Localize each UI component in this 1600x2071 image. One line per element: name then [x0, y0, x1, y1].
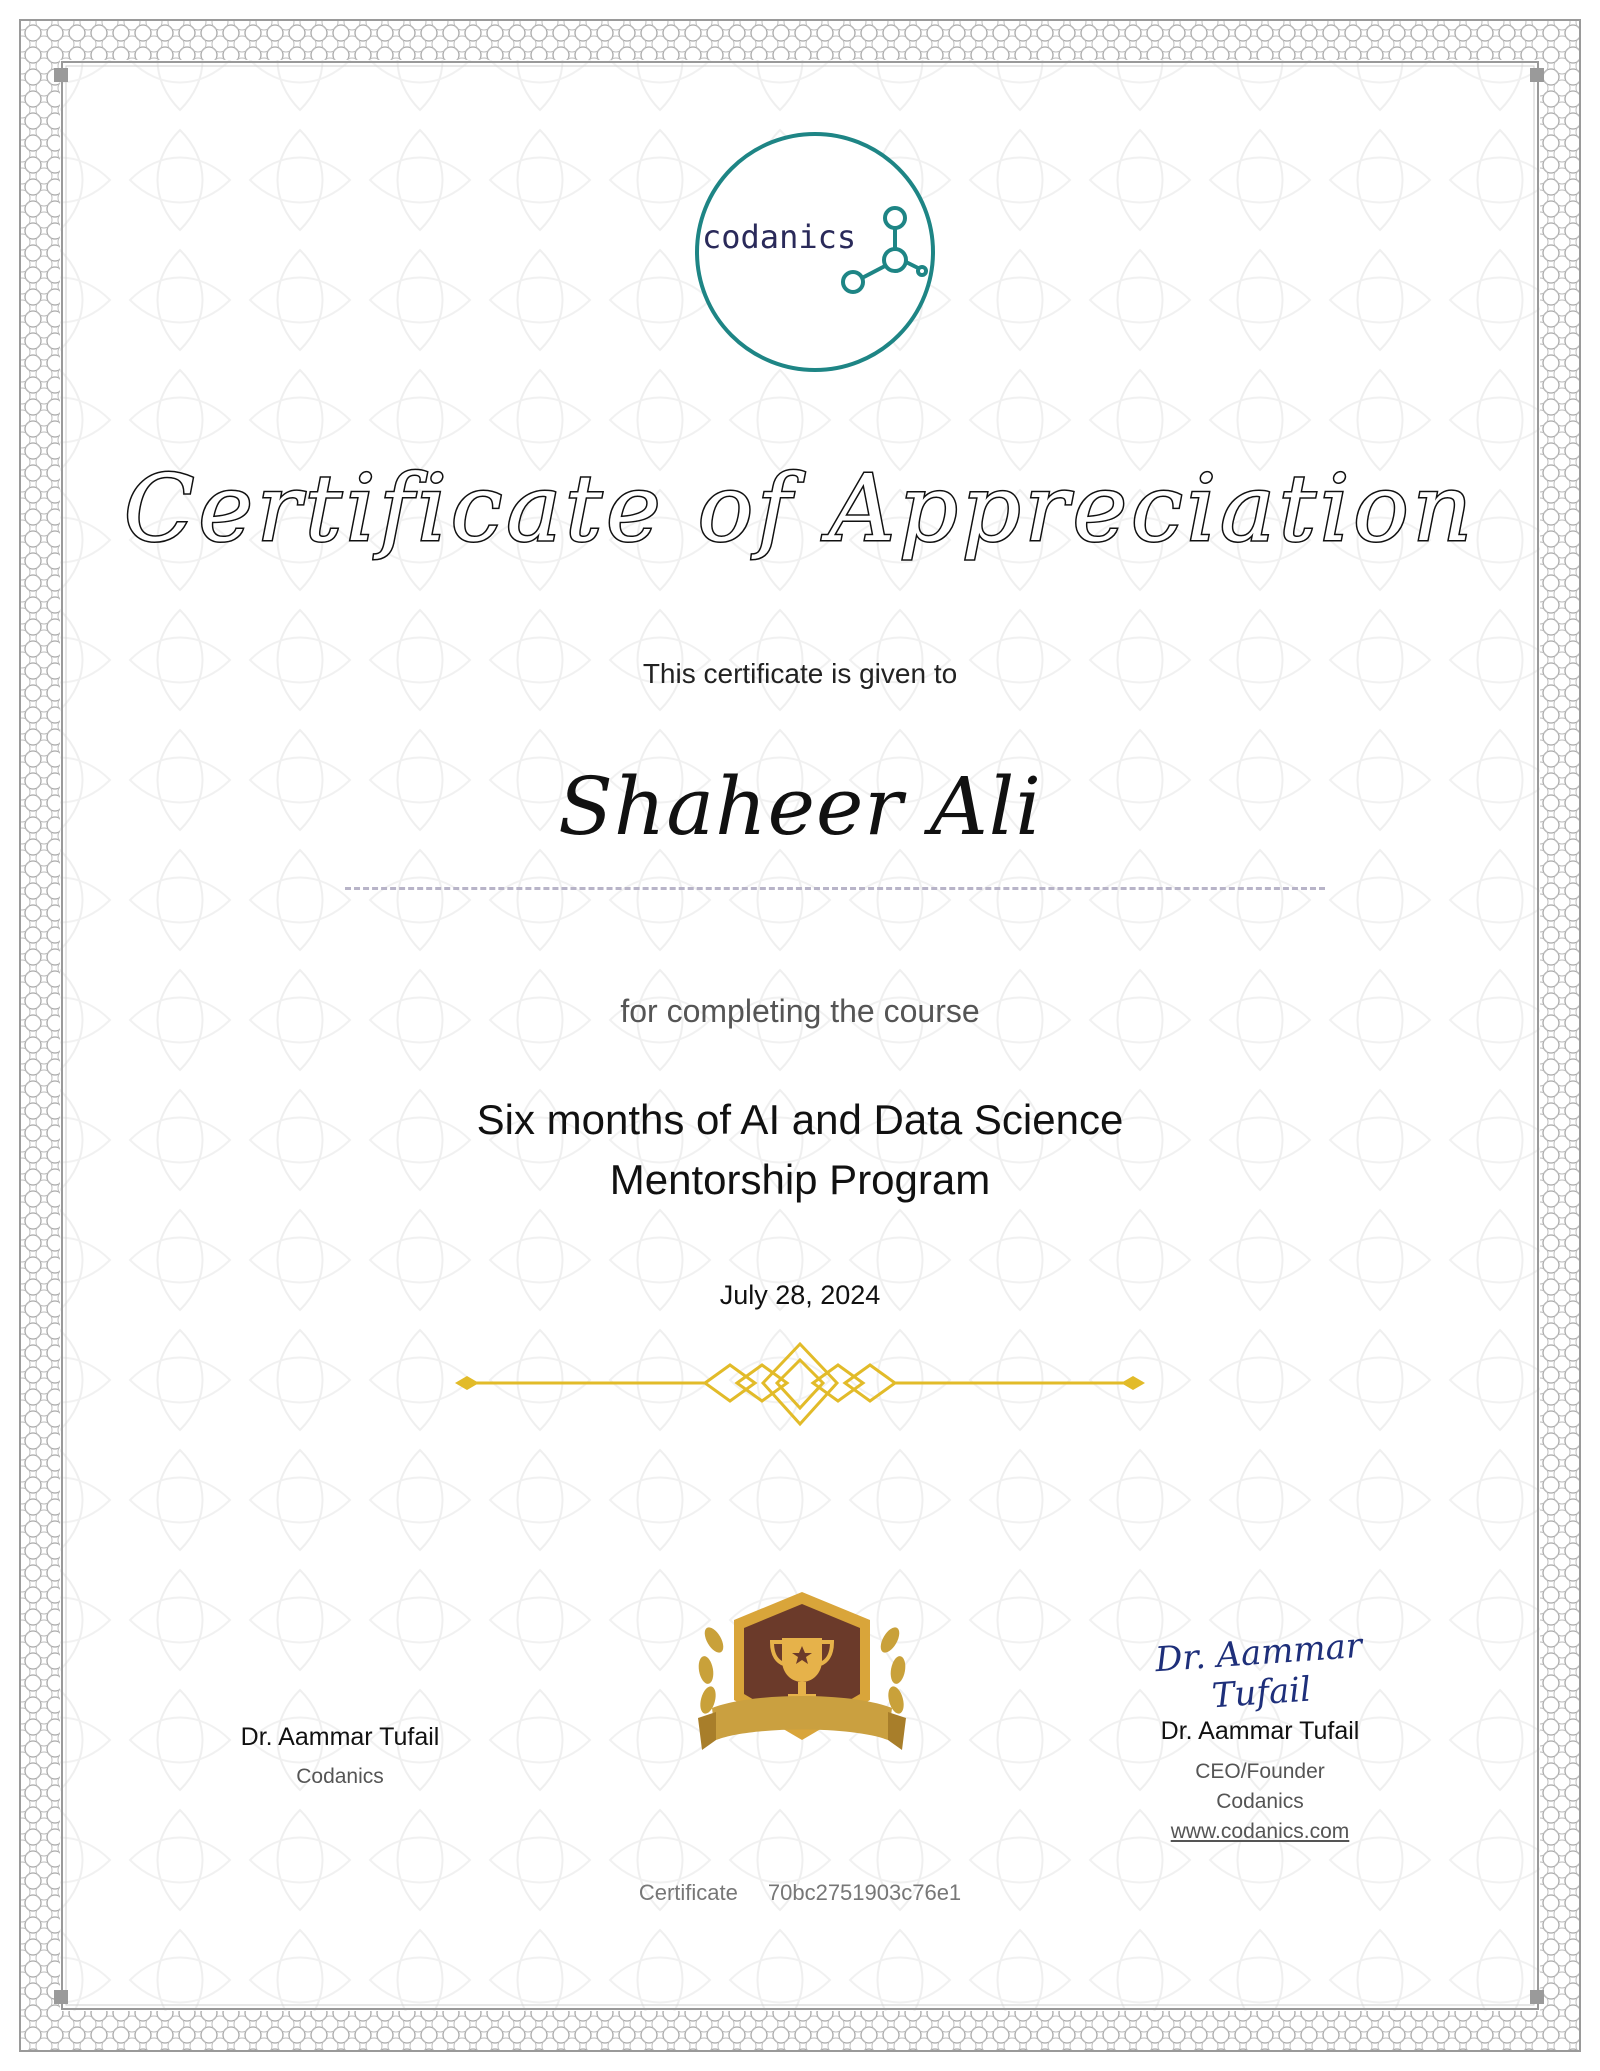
certificate-id-value: 70bc2751903c76e1	[767, 1880, 962, 1905]
trophy-badge	[692, 1580, 912, 1780]
certificate-title: Certificate of Appreciation	[124, 455, 1476, 562]
recipient-name: Shaheer Ali	[558, 760, 1042, 853]
course-title-line1: Six months of AI and Data Science	[476, 1096, 1124, 1143]
right-signatory-org: Codanics	[1216, 1790, 1304, 1813]
logo-text: codanics	[702, 218, 857, 256]
right-signatory-name: Dr. Aammar Tufail	[1160, 1717, 1360, 1745]
for-course-label: for completing the course	[620, 993, 980, 1029]
certificate-id	[0, 1880, 1600, 1906]
name-underline	[345, 887, 1325, 890]
gold-divider-ornament	[455, 1338, 1145, 1433]
given-to-label: This certificate is given to	[642, 658, 958, 689]
right-signatory-role: CEO/Founder	[1195, 1760, 1325, 1783]
course-title-line2: Mentorship Program	[609, 1156, 991, 1203]
left-signatory-name: Dr. Aammar Tufail	[240, 1723, 440, 1751]
certificate-id-label: Certificate	[638, 1880, 738, 1905]
handwritten-signature: Dr. Aammar Tufail	[1153, 1625, 1364, 1717]
issue-date: July 28, 2024	[719, 1280, 881, 1310]
course-title	[0, 1090, 1600, 1210]
left-signatory-org: Codanics	[296, 1765, 384, 1788]
website-link[interactable]: www.codanics.com	[1170, 1820, 1350, 1843]
